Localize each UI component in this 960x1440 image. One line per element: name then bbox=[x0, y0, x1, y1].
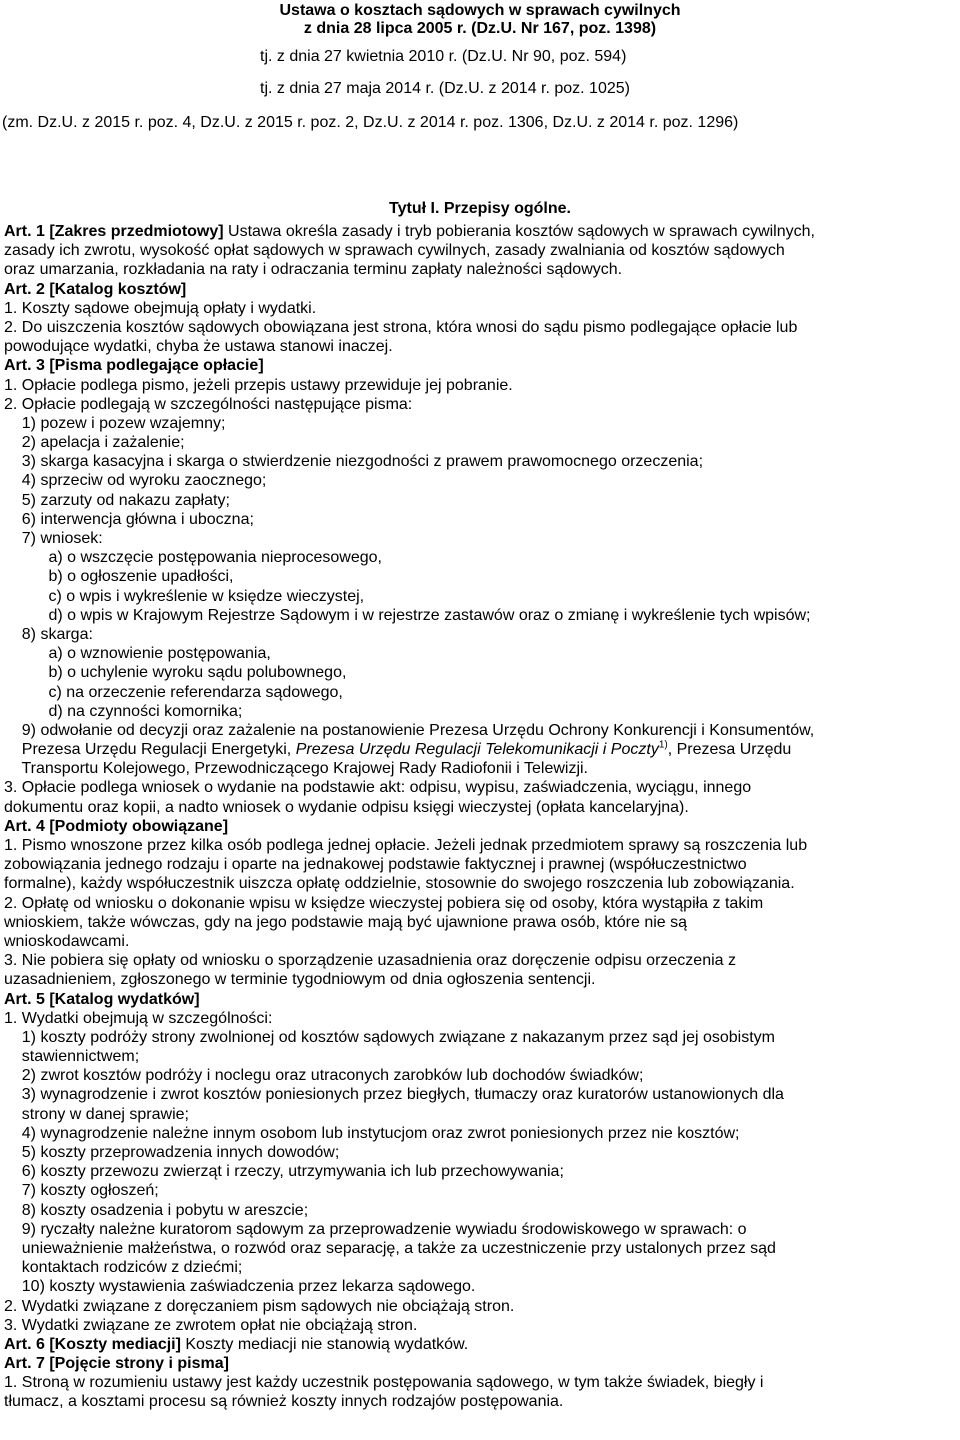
body-text-line bbox=[4, 1297, 952, 1316]
body-text-line bbox=[4, 1258, 952, 1277]
law-date-reference: z dnia 28 lipca 2005 r. (Dz.U. Nr 167, poz. 1398) bbox=[303, 20, 657, 37]
body-text-line bbox=[4, 1239, 952, 1258]
article-title: Art. 3 [Pisma podlegające opłacie] bbox=[4, 357, 264, 375]
text-segment: 5) zarzuty od nakazu zapłaty; bbox=[4, 491, 230, 509]
body-text-line bbox=[4, 1143, 952, 1162]
body-text-line bbox=[4, 471, 952, 490]
text-segment: 1. Koszty sądowe obejmują opłaty i wydatki. bbox=[4, 299, 317, 317]
text-segment: 1. Stroną w rozumieniu ustawy jest każdy uczestnik postępowania sądowego, w tym także świadek, biegły i bbox=[4, 1374, 764, 1392]
body-text-line bbox=[4, 529, 952, 548]
consolidated-text-2010: tj. z dnia 27 kwietnia 2010 r. (Dz.U. Nr 90, poz. 594) bbox=[260, 48, 627, 65]
text-segment: 2. Do uiszczenia kosztów sądowych obowiązana jest strona, która wnosi do sądu pismo podlegające opłacie lub bbox=[4, 318, 798, 336]
body-text-line bbox=[4, 510, 952, 529]
body-text-line bbox=[4, 1124, 952, 1143]
article-title: Art. 6 [Koszty mediacji] bbox=[4, 1335, 181, 1353]
body-text-line bbox=[4, 644, 952, 663]
body-text-line bbox=[4, 1105, 952, 1124]
text-segment: 1) koszty podróży strony zwolnionej od kosztów sądowych związane z nakazanym przez sąd jej osobistym bbox=[4, 1028, 776, 1046]
text-segment: 3. Wydatki związane ze zwrotem opłat nie obciążają stron. bbox=[4, 1316, 418, 1334]
text-segment: d) na czynności komornika; bbox=[4, 702, 243, 720]
body-text-line bbox=[4, 548, 952, 567]
body-text-line bbox=[4, 337, 952, 356]
body-text-line bbox=[4, 1181, 952, 1200]
article-title: Art. 4 [Podmioty obowiązane] bbox=[4, 817, 229, 835]
text-segment: tłumacz, a kosztami procesu są również koszty innych rodzajów postępowania. bbox=[4, 1393, 564, 1411]
body-text-line bbox=[4, 798, 952, 817]
body-text-line bbox=[4, 894, 952, 913]
body-text-line bbox=[4, 433, 952, 452]
body-text-line bbox=[4, 567, 952, 586]
text-segment: 1. Wydatki obejmują w szczególności: bbox=[4, 1009, 273, 1027]
article-heading-line bbox=[4, 1354, 952, 1373]
text-segment: 9) odwołanie od decyzji oraz zażalenie na postanowienie Prezesa Urzędu Ochrony Konkurencji i Konsumentów, bbox=[4, 721, 815, 739]
body-text-line bbox=[4, 663, 952, 682]
text-segment: a) o wszczęcie postępowania nieprocesowego, bbox=[4, 549, 382, 567]
body-text-line bbox=[4, 318, 952, 337]
article-heading-line bbox=[4, 280, 952, 299]
body-text-line bbox=[4, 491, 952, 510]
text-segment: wnioskodawcami. bbox=[4, 932, 130, 950]
body-text-line bbox=[4, 1392, 952, 1411]
law-title: Ustawa o kosztach sądowych w sprawach cywilnych bbox=[279, 2, 681, 19]
body-text-line bbox=[4, 836, 952, 855]
text-segment: 6) interwencja główna i uboczna; bbox=[4, 510, 254, 528]
text-segment: formalne), każdy współuczestnik uiszcza opłatę oddzielnie, stosownie do swojego roszczenia lub zobowiązania. bbox=[4, 875, 795, 893]
consolidated-text-2014: tj. z dnia 27 maja 2014 r. (Dz.U. z 2014 r. poz. 1025) bbox=[260, 80, 630, 97]
article-heading-line bbox=[4, 1335, 952, 1354]
text-segment: d) o wpis w Krajowym Rejestrze Sądowym i w rejestrze zastawów oraz o zmianę i wykreślenie tych wpisów; bbox=[4, 606, 811, 624]
article-heading-line bbox=[4, 817, 952, 836]
article-heading-line bbox=[4, 356, 952, 375]
body-text-line bbox=[4, 1066, 952, 1085]
text-segment: strony w danej sprawie; bbox=[4, 1105, 189, 1123]
text-segment: c) na orzeczenie referendarza sądowego, bbox=[4, 683, 343, 701]
body-text-line bbox=[4, 874, 952, 893]
text-segment: wnioskiem, także wówczas, gdy na jego podstawie mają być ujawnione prawa osób, które nie są bbox=[4, 913, 688, 931]
body-text-line bbox=[4, 740, 952, 759]
text-segment: c) o wpis i wykreślenie w księdze wieczystej, bbox=[4, 587, 365, 605]
document-body bbox=[4, 222, 952, 1412]
body-text-line bbox=[4, 1201, 952, 1220]
body-text-line bbox=[4, 376, 952, 395]
body-text-line bbox=[4, 452, 952, 471]
body-text-line bbox=[4, 606, 952, 625]
text-segment: 7) koszty ogłoszeń; bbox=[4, 1182, 159, 1200]
text-segment: 1) pozew i pozew wzajemny; bbox=[4, 414, 226, 432]
body-text-line bbox=[4, 587, 952, 606]
text-segment: 1. Opłacie podlega pismo, jeżeli przepis ustawy przewiduje jej pobranie. bbox=[4, 376, 513, 394]
body-text-line bbox=[4, 625, 952, 644]
text-segment: 1. Pismo wnoszone przez kilka osób podlega jednej opłacie. Jeżeli jednak przedmiotem sprawy są roszczenia lub bbox=[4, 837, 808, 854]
text-segment: b) o ogłoszenie upadłości, bbox=[4, 568, 234, 586]
text-segment: b) o uchylenie wyroku sądu polubownego, bbox=[4, 664, 347, 682]
body-text-line bbox=[4, 299, 952, 318]
body-text-line bbox=[4, 855, 952, 874]
body-text-line bbox=[4, 683, 952, 702]
amendments-list: (zm. Dz.U. z 2015 r. poz. 4, Dz.U. z 2015 r. poz. 2, Dz.U. z 2014 r. poz. 1306, Dz.U. z 2014 r. poz. 1296) bbox=[2, 114, 739, 131]
body-text-line bbox=[4, 1047, 952, 1066]
text-segment: unieważnienie małżeństwa, o rozwód oraz separację, a także za uczestniczenie przy ustalonych przez sąd bbox=[4, 1239, 776, 1257]
text-segment: powodujące wydatki, chyba że ustawa stanowi inaczej. bbox=[4, 338, 393, 356]
text-segment: 9) ryczałty należne kuratorom sądowym za przeprowadzenie wywiadu środowiskowego w sprawach: o bbox=[4, 1220, 747, 1238]
body-text-line bbox=[4, 721, 952, 740]
text-segment: 3) wynagrodzenie i zwrot kosztów poniesionych przez biegłych, tłumaczy oraz kuratorów ustanowionych dla bbox=[4, 1086, 784, 1104]
article-heading-line bbox=[4, 222, 952, 241]
article-heading-line bbox=[4, 990, 952, 1009]
text-segment: 2. Opłatę od wniosku o dokonanie wpisu w księdze wieczystej pobiera się od osoby, która wystąpiła z takim bbox=[4, 894, 764, 912]
text-segment: 7) wniosek: bbox=[4, 530, 103, 547]
text-segment: zasady ich zwrotu, wysokość opłat sądowych w sprawach cywilnych, zasady zwalniania od kosztów sądowych bbox=[4, 242, 785, 260]
body-text-line bbox=[4, 1028, 952, 1047]
text-segment: 3. Opłacie podlega wniosek o wydanie na podstawie akt: odpisu, wypisu, zaświadczenia, wyciągu, innego bbox=[4, 779, 752, 797]
text-segment: , Prezesa Urzędu bbox=[667, 741, 792, 759]
body-text-line bbox=[4, 932, 952, 951]
text-segment: dokumentu oraz kopii, a nadto wniosek o wydanie odpisu księgi wieczystej (opłata kancelaryjna). bbox=[4, 798, 689, 816]
text-segment: Transportu Kolejowego, Przewodniczącego Krajowej Rady Radiofonii i Telewizji. bbox=[4, 760, 588, 778]
text-segment: 6) koszty przewozu zwierząt i rzeczy, utrzymywania ich lub przechowywania; bbox=[4, 1163, 564, 1181]
text-segment: kontaktach rodziców z dziećmi; bbox=[4, 1259, 243, 1277]
body-text-line bbox=[4, 970, 952, 989]
body-text-line bbox=[4, 395, 952, 414]
body-text-line bbox=[4, 1162, 952, 1181]
body-text-line bbox=[4, 260, 952, 279]
body-text-line bbox=[4, 778, 952, 797]
body-text-line bbox=[4, 951, 952, 970]
text-segment: Koszty mediacji nie stanowią wydatków. bbox=[180, 1335, 469, 1353]
body-text-line bbox=[4, 759, 952, 778]
body-text-line bbox=[4, 1085, 952, 1104]
article-title: Art. 7 [Pojęcie strony i pisma] bbox=[4, 1355, 229, 1373]
body-text-line bbox=[4, 1220, 952, 1239]
body-text-line bbox=[4, 1373, 952, 1392]
article-title: Art. 5 [Katalog wydatków] bbox=[4, 990, 200, 1008]
text-segment: uzasadnieniem, zgłoszonego w terminie tygodniowym od dnia ogłoszenia sentencji. bbox=[4, 971, 596, 989]
section-title: Tytuł I. Przepisy ogólne. bbox=[389, 200, 571, 217]
text-segment: 4) sprzeciw od wyroku zaocznego; bbox=[4, 472, 267, 490]
text-segment: Prezesa Urzędu Regulacji Energetyki, bbox=[4, 741, 296, 759]
article-title: Art. 1 [Zakres przedmiotowy] bbox=[4, 223, 224, 240]
text-segment: 8) koszty osadzenia i pobytu w areszcie; bbox=[4, 1201, 309, 1219]
footnote-marker: 1) bbox=[658, 739, 668, 751]
italic-text-segment: Prezesa Urzędu Regulacji Telekomunikacji i Poczty bbox=[295, 741, 659, 759]
text-segment: 10) koszty wystawienia zaświadczenia przez lekarza sądowego. bbox=[4, 1278, 476, 1296]
body-text-line bbox=[4, 1009, 952, 1028]
text-segment: oraz umarzania, rozkładania na raty i odraczania terminu zapłaty należności sądowych. bbox=[4, 261, 623, 279]
text-segment: zobowiązania jednego rodzaju i oparte na jednakowej podstawie faktycznej i prawnej (współuczestnictwo bbox=[4, 856, 747, 874]
text-segment: a) o wznowienie postępowania, bbox=[4, 645, 271, 663]
body-text-line bbox=[4, 1277, 952, 1296]
text-segment: 4) wynagrodzenie należne innym osobom lub instytucjom oraz zwrot poniesionych przez nie kosztów; bbox=[4, 1124, 740, 1142]
text-segment: Ustawa określa zasady i tryb pobierania kosztów sądowych w sprawach cywilnych, bbox=[223, 223, 815, 240]
text-segment: 3. Nie pobiera się opłaty od wniosku o sporządzenie uzasadnienia oraz doręczenie odpisu orzeczenia z bbox=[4, 952, 736, 970]
text-segment: stawiennictwem; bbox=[4, 1048, 140, 1066]
text-segment: 2) zwrot kosztów podróży i noclegu oraz utraconych zarobków lub dochodów świadków; bbox=[4, 1067, 644, 1085]
text-segment: 2) apelacja i zażalenie; bbox=[4, 434, 185, 452]
text-segment: 2. Opłacie podlegają w szczególności następujące pisma: bbox=[4, 395, 413, 413]
article-title: Art. 2 [Katalog kosztów] bbox=[4, 280, 187, 298]
text-segment: 3) skarga kasacyjna i skarga o stwierdzenie niezgodności z prawem prawomocnego orzeczenia; bbox=[4, 453, 704, 471]
text-segment: 2. Wydatki związane z doręczaniem pism sądowych nie obciążają stron. bbox=[4, 1297, 515, 1315]
body-text-line bbox=[4, 414, 952, 433]
body-text-line bbox=[4, 1316, 952, 1335]
body-text-line bbox=[4, 913, 952, 932]
text-segment: 5) koszty przeprowadzenia innych dowodów; bbox=[4, 1144, 340, 1161]
body-text-line bbox=[4, 241, 952, 260]
body-text-line bbox=[4, 702, 952, 721]
text-segment: 8) skarga: bbox=[4, 625, 93, 643]
